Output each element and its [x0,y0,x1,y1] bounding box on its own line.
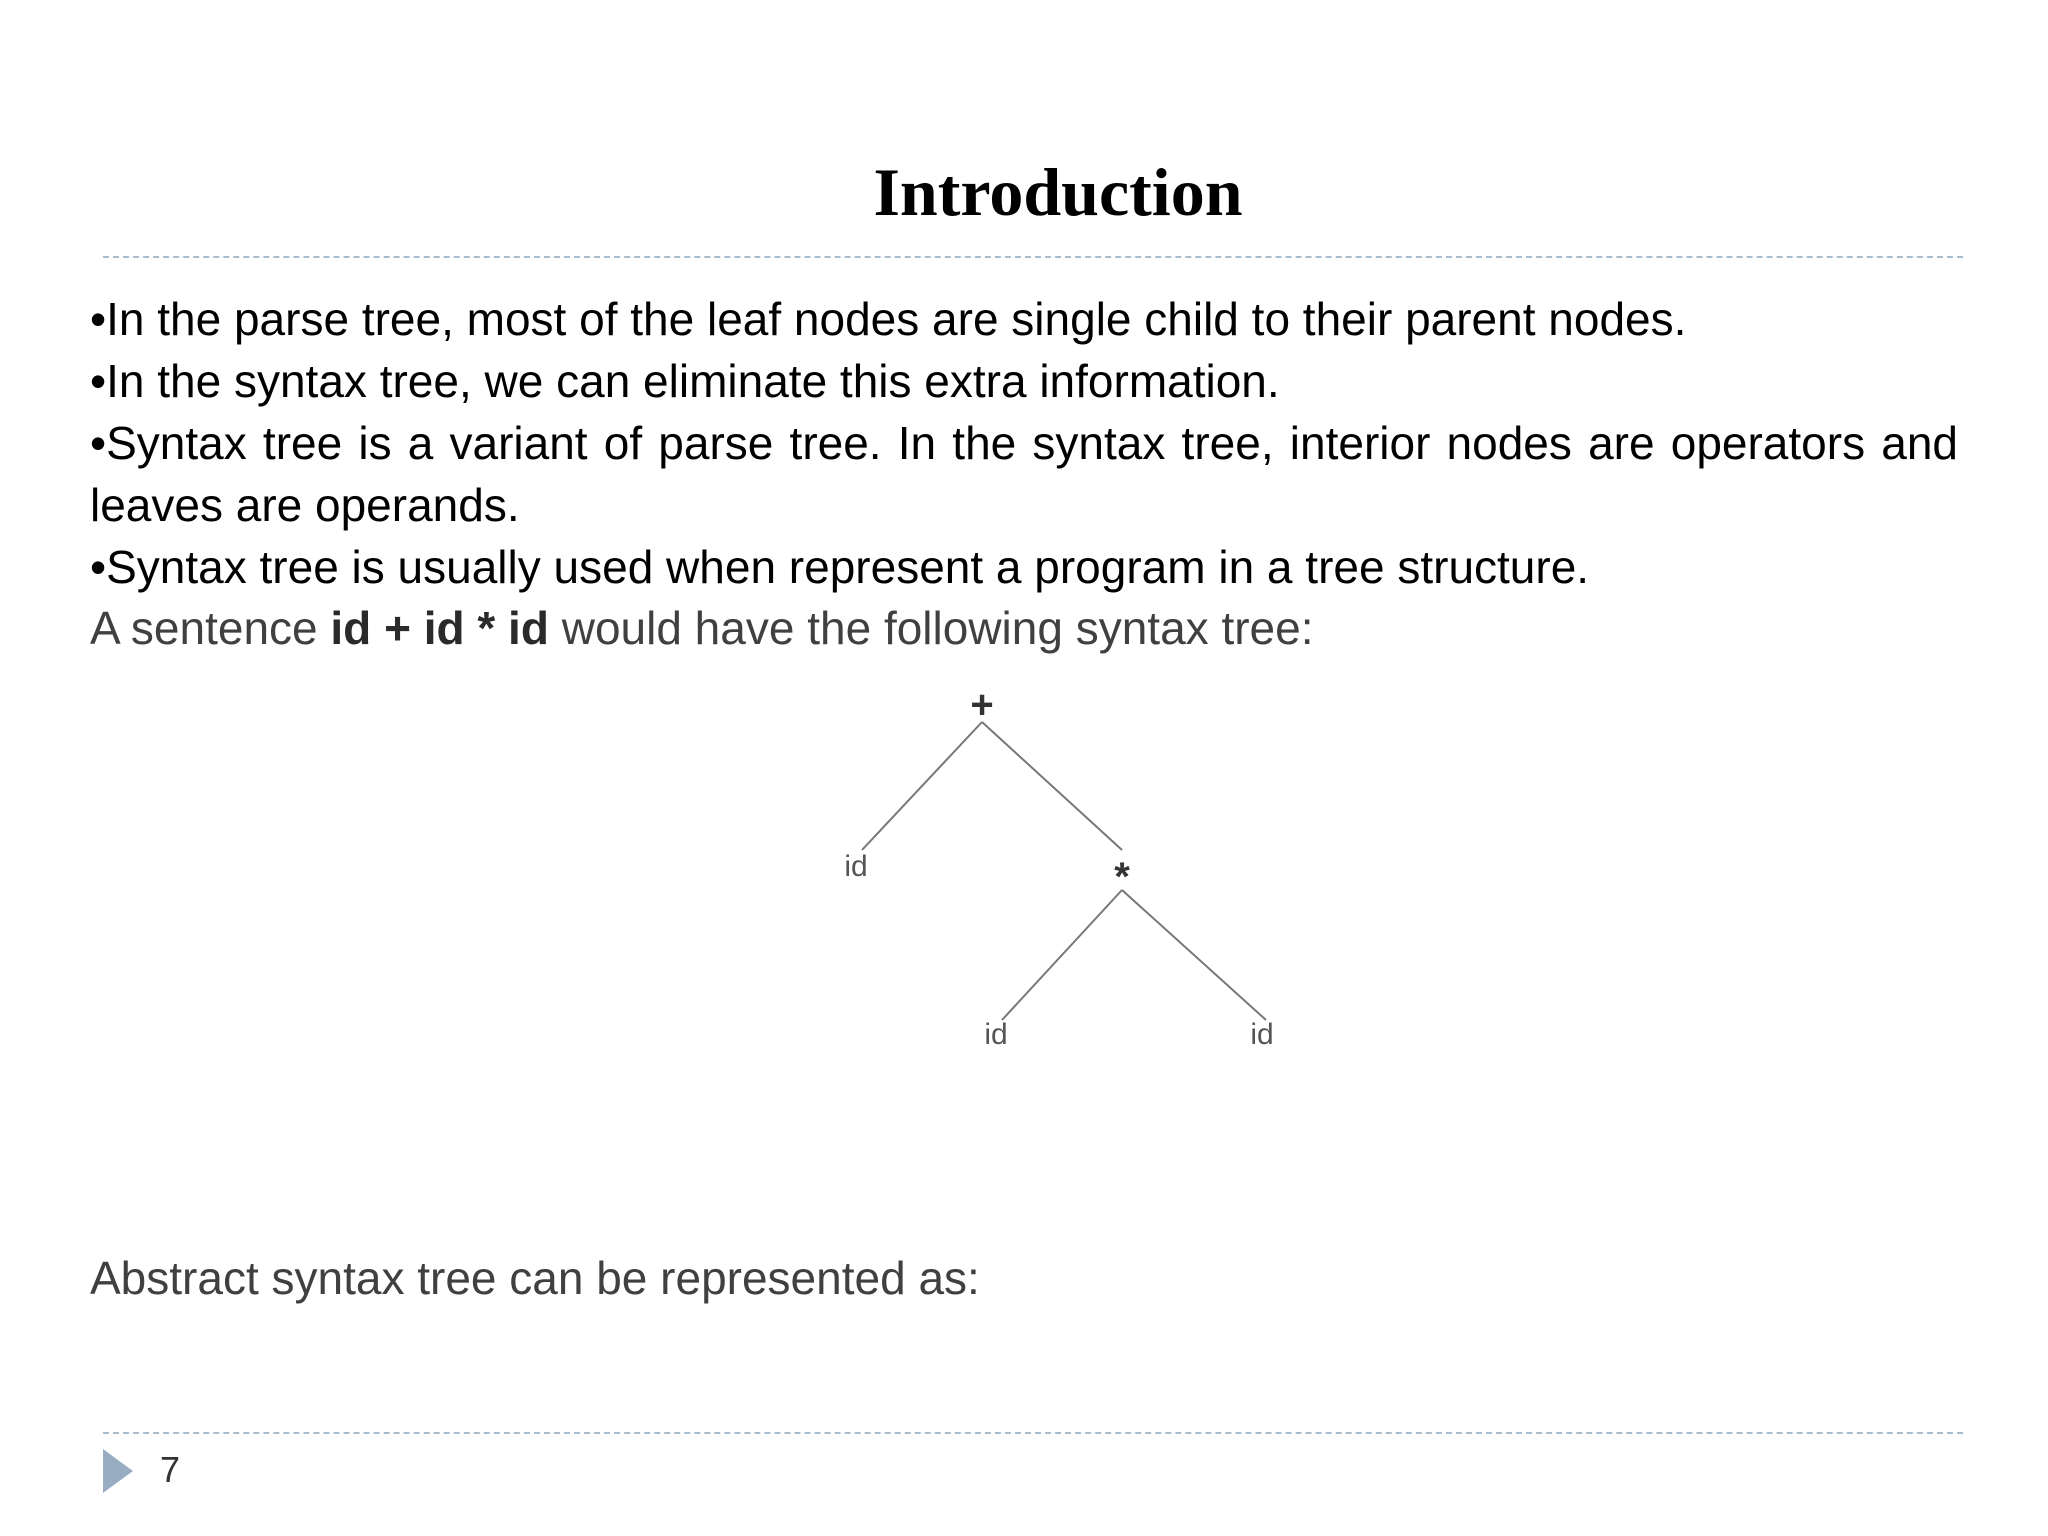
edge-root-inner [982,722,1122,850]
bullet-item: •Syntax tree is usually used when represent a program in a tree structure. [90,541,1590,593]
sentence-expression: id + id * id [330,602,549,654]
edge-inner-right [1122,890,1266,1020]
bottom-divider [103,1432,1963,1434]
page-number: 7 [160,1449,181,1490]
sentence-prefix: A sentence [90,602,331,654]
top-divider [103,256,1963,258]
tree-leaf-left: id [844,850,868,883]
tree-leaf-inner-left: id [984,1018,1008,1051]
tree-node-root: + [970,684,994,727]
slide-title: Introduction [873,154,1243,230]
bullet-item: •In the parse tree, most of the leaf nodes are single child to their parent nodes. [90,293,1687,345]
bullet-item: •Syntax tree is a variant of parse tree. In the syntax tree, interior nodes are operators and leaves are operands. [90,417,1958,531]
tree-leaf-inner-right: id [1250,1018,1274,1051]
bullet-list [90,288,1958,598]
syntax-tree-diagram [820,684,1320,1064]
bullet-item: •In the syntax tree, we can eliminate this extra information. [90,355,1280,407]
tree-node-inner: * [1114,855,1130,899]
edge-inner-left [1002,890,1122,1020]
example-sentence [90,597,1314,659]
abstract-tree-caption: Abstract syntax tree can be represented as: [90,1252,980,1304]
sentence-suffix: would have the following syntax tree: [548,602,1314,654]
footer-arrow-icon [103,1449,133,1493]
edge-root-left [862,722,982,850]
